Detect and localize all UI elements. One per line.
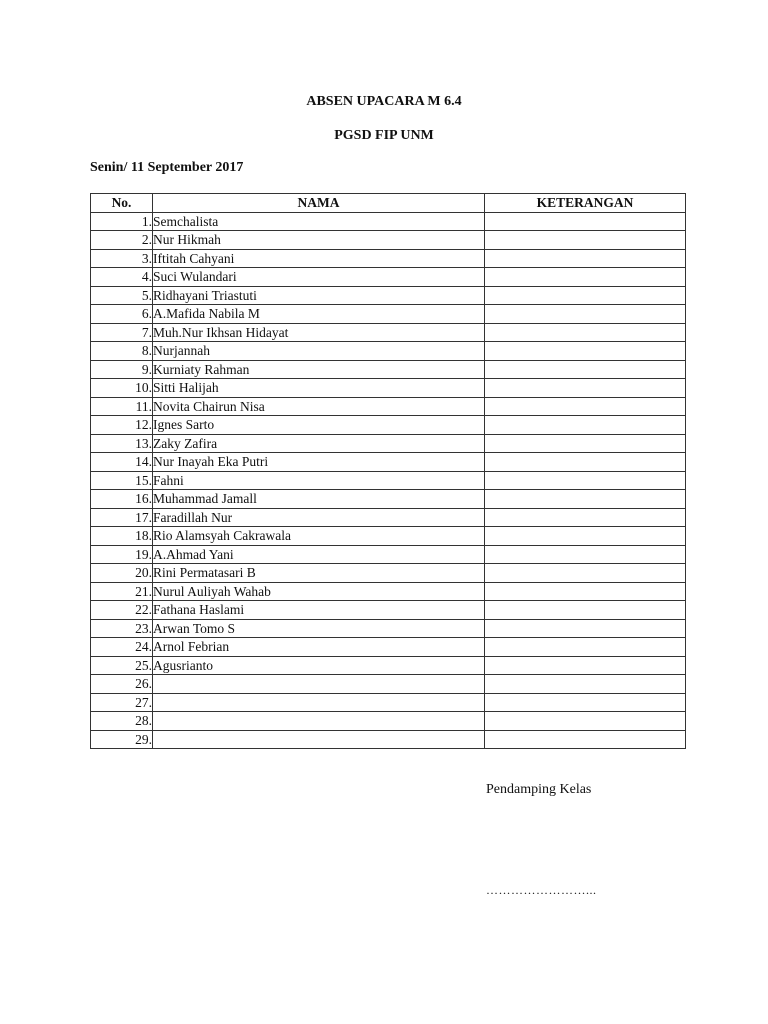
row-keterangan [485, 286, 686, 305]
table-row [91, 619, 686, 638]
row-number: 5. [91, 286, 153, 305]
row-name: A.Mafida Nabila M [153, 305, 485, 324]
row-name: Muh.Nur Ikhsan Hidayat [153, 323, 485, 342]
row-number: 26. [91, 675, 153, 694]
row-number: 11. [91, 397, 153, 416]
row-name: Fathana Haslami [153, 601, 485, 620]
row-name [153, 693, 485, 712]
table-row [91, 712, 686, 731]
row-number: 3. [91, 249, 153, 268]
header-keterangan: KETERANGAN [485, 194, 686, 213]
row-keterangan [485, 323, 686, 342]
table-row [91, 249, 686, 268]
row-keterangan [485, 249, 686, 268]
table-row [91, 397, 686, 416]
row-name: Sitti Halijah [153, 379, 485, 398]
document-title: ABSEN UPACARA M 6.4 [306, 94, 462, 109]
row-name: Semchalista [153, 212, 485, 231]
table-body [91, 212, 686, 749]
row-keterangan [485, 434, 686, 453]
row-keterangan [485, 360, 686, 379]
row-keterangan [485, 453, 686, 472]
row-name: Muhammad Jamall [153, 490, 485, 509]
signature-label: Pendamping Kelas [486, 782, 592, 797]
row-keterangan [485, 638, 686, 657]
table-row [91, 268, 686, 287]
row-keterangan [485, 675, 686, 694]
row-name: Nur Inayah Eka Putri [153, 453, 485, 472]
table-row [91, 286, 686, 305]
row-keterangan [485, 397, 686, 416]
row-number: 9. [91, 360, 153, 379]
row-keterangan [485, 231, 686, 250]
table-row [91, 527, 686, 546]
table-row [91, 323, 686, 342]
table-row [91, 434, 686, 453]
row-name: Arwan Tomo S [153, 619, 485, 638]
table-row [91, 305, 686, 324]
row-name: Nurul Auliyah Wahab [153, 582, 485, 601]
table-row [91, 730, 686, 749]
row-keterangan [485, 582, 686, 601]
table-row [91, 379, 686, 398]
table-row [91, 508, 686, 527]
row-name: A.Ahmad Yani [153, 545, 485, 564]
row-keterangan [485, 490, 686, 509]
row-number: 7. [91, 323, 153, 342]
header-no: No. [91, 194, 153, 213]
row-keterangan [485, 693, 686, 712]
table-row [91, 601, 686, 620]
table-row [91, 212, 686, 231]
row-number: 10. [91, 379, 153, 398]
header-name: NAMA [153, 194, 485, 213]
row-number: 6. [91, 305, 153, 324]
table-row [91, 675, 686, 694]
row-number: 15. [91, 471, 153, 490]
document-date: Senin/ 11 September 2017 [90, 160, 244, 175]
row-keterangan [485, 619, 686, 638]
row-keterangan [485, 212, 686, 231]
row-keterangan [485, 601, 686, 620]
row-number: 25. [91, 656, 153, 675]
row-number: 18. [91, 527, 153, 546]
row-keterangan [485, 730, 686, 749]
row-number: 22. [91, 601, 153, 620]
table-header-row [91, 194, 686, 213]
row-keterangan [485, 527, 686, 546]
row-name: Rini Permatasari B [153, 564, 485, 583]
row-keterangan [485, 656, 686, 675]
table-row [91, 490, 686, 509]
row-name: Ignes Sarto [153, 416, 485, 435]
row-name: Kurniaty Rahman [153, 360, 485, 379]
row-name: Agusrianto [153, 656, 485, 675]
row-number: 2. [91, 231, 153, 250]
row-number: 8. [91, 342, 153, 361]
table-row [91, 545, 686, 564]
row-name: Iftitah Cahyani [153, 249, 485, 268]
row-keterangan [485, 564, 686, 583]
row-name: Fahni [153, 471, 485, 490]
row-keterangan [485, 305, 686, 324]
attendance-table [90, 193, 686, 749]
table-row [91, 231, 686, 250]
table-row [91, 656, 686, 675]
table-row [91, 416, 686, 435]
row-number: 27. [91, 693, 153, 712]
row-number: 14. [91, 453, 153, 472]
row-name: Faradillah Nur [153, 508, 485, 527]
row-keterangan [485, 545, 686, 564]
row-number: 19. [91, 545, 153, 564]
row-number: 13. [91, 434, 153, 453]
row-number: 1. [91, 212, 153, 231]
row-name: Nur Hikmah [153, 231, 485, 250]
row-name [153, 675, 485, 694]
table-row [91, 471, 686, 490]
signature-line: ……………………... [486, 883, 597, 897]
row-number: 20. [91, 564, 153, 583]
row-number: 29. [91, 730, 153, 749]
row-keterangan [485, 342, 686, 361]
table-row [91, 582, 686, 601]
table-row [91, 564, 686, 583]
row-number: 17. [91, 508, 153, 527]
row-name: Zaky Zafira [153, 434, 485, 453]
row-name: Novita Chairun Nisa [153, 397, 485, 416]
document-subtitle: PGSD FIP UNM [334, 128, 434, 143]
row-number: 4. [91, 268, 153, 287]
row-number: 24. [91, 638, 153, 657]
row-name: Arnol Febrian [153, 638, 485, 657]
row-keterangan [485, 268, 686, 287]
row-name: Rio Alamsyah Cakrawala [153, 527, 485, 546]
table-row [91, 638, 686, 657]
row-number: 23. [91, 619, 153, 638]
row-keterangan [485, 416, 686, 435]
row-name: Nurjannah [153, 342, 485, 361]
row-keterangan [485, 379, 686, 398]
row-number: 12. [91, 416, 153, 435]
table-row [91, 453, 686, 472]
row-keterangan [485, 508, 686, 527]
row-keterangan [485, 712, 686, 731]
row-number: 28. [91, 712, 153, 731]
row-number: 21. [91, 582, 153, 601]
row-name [153, 712, 485, 731]
row-number: 16. [91, 490, 153, 509]
row-name: Ridhayani Triastuti [153, 286, 485, 305]
table-row [91, 342, 686, 361]
table-row [91, 360, 686, 379]
row-name [153, 730, 485, 749]
row-name: Suci Wulandari [153, 268, 485, 287]
row-keterangan [485, 471, 686, 490]
table-row [91, 693, 686, 712]
